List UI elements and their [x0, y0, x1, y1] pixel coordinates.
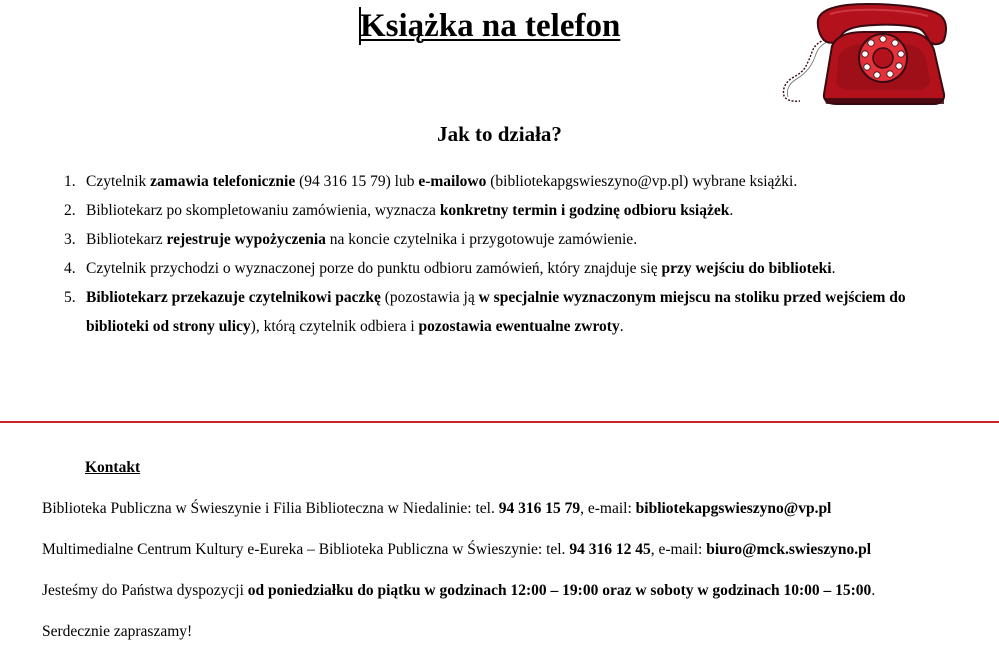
step-number: 4.	[64, 260, 76, 277]
bold-text: pozostawia ewentualne zwroty	[418, 318, 620, 335]
contact-paragraph	[42, 621, 192, 643]
bold-text: bibliotekapgswieszyno@vp.pl	[635, 500, 832, 517]
bold-text: rejestruje wypożyczenia	[166, 231, 326, 248]
page-title: Książka na telefon	[360, 8, 621, 44]
contact-paragraph	[42, 498, 831, 520]
step-item	[60, 196, 960, 225]
section-subtitle: Jak to działa?	[437, 122, 562, 146]
bold-text: w specjalnie wyznaczonym miejscu na stoliku przed wejściem do biblioteki od strony ulicy	[86, 289, 906, 335]
step-text	[86, 173, 797, 190]
text-run: Multimedialne Centrum Kultury e-Eureka – Biblioteka Publiczna w Świeszynie: tel.	[42, 541, 570, 558]
step-text	[86, 231, 637, 248]
red-rotary-telephone-icon	[778, 0, 950, 108]
text-run: .	[831, 260, 836, 277]
bold-text: e-mailowo	[418, 173, 487, 190]
contact-heading: Kontakt	[85, 459, 141, 476]
bold-text: biuro@mck.swieszyno.pl	[706, 541, 872, 558]
text-run: na koncie czytelnika i przygotowuje zamówienie.	[325, 231, 638, 248]
text-run: Bibliotekarz	[86, 231, 167, 248]
text-run: (94 316 15 79) lub	[295, 173, 419, 190]
steps-list	[60, 167, 960, 341]
step-text	[86, 260, 835, 277]
step-item	[60, 167, 960, 196]
text-run: .	[871, 582, 876, 599]
bold-text: od poniedziałku do piątku w godzinach 12:00 – 19:00 oraz w soboty w godzinach 10:00 – 15:00	[247, 582, 872, 599]
step-item	[60, 254, 960, 283]
bold-text: 94 316 12 45	[569, 541, 651, 558]
text-run: .	[619, 318, 624, 335]
text-run: Czytelnik przychodzi o wyznaczonej porze do punktu odbioru zamówień, który znajduje się	[86, 260, 662, 277]
step-number: 5.	[64, 289, 76, 306]
text-run: (pozostawia ją	[380, 289, 479, 306]
text-run: (bibliotekapgswieszyno@vp.pl) wybrane książki.	[486, 173, 798, 190]
text-run: ), którą czytelnik odbiera i	[250, 318, 419, 335]
step-text	[86, 202, 733, 219]
contact-paragraph	[42, 580, 875, 602]
bold-text: zamawia telefonicznie	[150, 173, 296, 190]
step-item	[60, 283, 960, 341]
step-number: 1.	[64, 173, 76, 190]
text-run: Biblioteka Publiczna w Świeszynie i Filia Biblioteczna w Niedalinie: tel.	[42, 500, 499, 517]
step-number: 3.	[64, 231, 76, 248]
bold-text: 94 316 15 79	[498, 500, 581, 517]
step-number: 2.	[64, 202, 76, 219]
step-text	[86, 289, 906, 335]
text-run: Bibliotekarz po skompletowaniu zamówienia, wyznacza	[86, 202, 440, 219]
text-run: Czytelnik	[86, 173, 151, 190]
contact-paragraph	[42, 539, 871, 561]
bold-text: przy wejściu do biblioteki	[661, 260, 832, 277]
bold-text: konkretny termin i godzinę odbioru książek	[439, 202, 730, 219]
text-run: , e-mail:	[650, 541, 707, 558]
text-run: .	[729, 202, 734, 219]
bold-text: Bibliotekarz przekazuje czytelnikowi paczkę	[86, 289, 381, 306]
text-run: Serdecznie zapraszamy!	[42, 623, 193, 640]
text-run: Jesteśmy do Państwa dyspozycji	[42, 582, 248, 599]
step-item	[60, 225, 960, 254]
divider-line	[0, 421, 999, 423]
text-run: , e-mail:	[580, 500, 636, 517]
